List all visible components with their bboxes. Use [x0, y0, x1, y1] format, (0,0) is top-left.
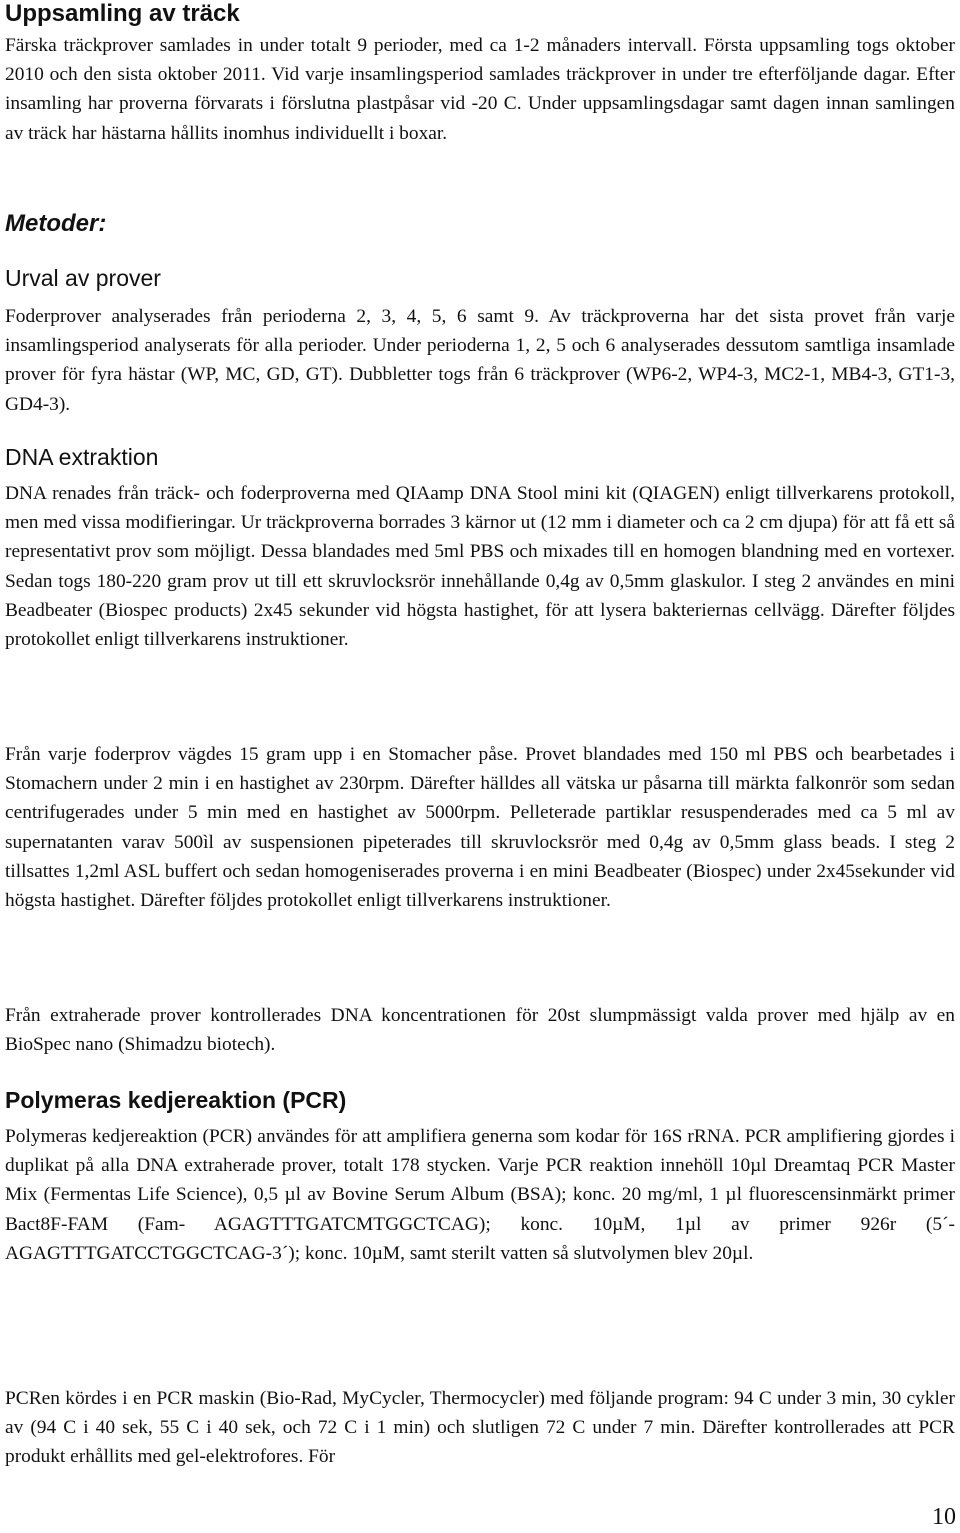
paragraph-dna-1: DNA renades från träck- och foderproverna med QIAamp DNA Stool mini kit (QIAGEN) enligt tillverkarens protokoll, men med vissa modifieringar. Ur träckproverna borrades 3 kärnor ut (12 mm i diameter och ca 2 cm djupa) för att få ett så representativt prov som möjligt. Dessa blandades med 5ml PBS och mixades till en homogen blandning med en vortexer. Sedan togs 180-220 gram prov ut till ett skruvlocksrör innehållande 0,4g av 0,5mm glaskulor. I steg 2 användes en mini Beadbeater (Biospec products) 2x45 sekunder vid högsta hastighet, för att lysera bakteriernas cellvägg. Därefter följdes protokollet enligt tillverkarens instruktioner.: [5, 483, 955, 651]
heading-urval: Urval av prover: [5, 265, 161, 291]
paragraph-dna-3: Från extraherade prover kontrollerades DNA koncentrationen för 20st slumpmässigt valda prover med hjälp av en BioSpec nano (Shimadzu biotech).: [5, 1005, 955, 1056]
heading-pcr: Polymeras kedjereaktion (PCR): [5, 1087, 347, 1113]
paragraph-dna-2: Från varje foderprov vägdes 15 gram upp i en Stomacher påse. Provet blandades med 150 ml PBS och bearbetades i Stomachern under 2 min i en hastighet av 230rpm. Därefter hälldes all vätska ur påsarna till märkta falkonrör som sedan centrifugerades under 5 min med en hastighet av 5000rpm. Pelleterade partiklar resuspenderades med ca 5 ml av supernatanten varav 500ìl av suspensionen pipeterades till skruvlocksrör med 0,4g av 0,5mm glass beads. I steg 2 tillsattes 1,2ml ASL buffert och sedan homogeniserades proverna i en mini Beadbeater (Biospec) under 2x45sekunder vid högsta hastighet. Därefter följdes protokollet enligt tillverkarens instruktioner.: [5, 744, 955, 912]
paragraph-pcr-2: PCRen kördes i en PCR maskin (Bio-Rad, MyCycler, Thermocycler) med följande program: 94 C under 3 min, 30 cykler av (94 C i 40 sek, 55 C i 40 sek, och 72 C i 1 min) och slutligen 72 C under 7 min. Därefter kontrollerades att PCR produkt erhållits med gel-elektrofores. För: [5, 1388, 955, 1468]
heading-dna-extraktion: DNA extraktion: [5, 444, 159, 470]
paragraph-uppsamling: Färska träckprover samlades in under totalt 9 perioder, med ca 1-2 månaders intervall. Första uppsamling togs oktober 2010 och den sista oktober 2011. Vid varje insamlingsperiod samlades träckprover in under tre efterföljande dagar. Efter insamling har proverna förvarats i förslutna plastpåsar vid -20 C. Under uppsamlingsdagar samt dagen innan samlingen av träck har hästarna hållits inomhus individuellt i boxar.: [5, 35, 955, 144]
page-number: 10: [932, 1504, 956, 1530]
paragraph-urval: Foderprover analyserades från perioderna 2, 3, 4, 5, 6 samt 9. Av träckproverna har det sista provet från varje insamlingsperiod analyserats för alla perioder. Under perioderna 1, 2, 5 och 6 analyserades dessutom samtliga insamlade prover för fyra hästar (WP, MC, GD, GT). Dubbletter togs från 6 träckprover (WP6-2, WP4-3, MC2-1, MB4-3, GT1-3, GD4-3).: [5, 306, 955, 415]
paragraph-pcr-1: Polymeras kedjereaktion (PCR) användes för att amplifiera generna som kodar för 16S rRNA. PCR amplifiering gjordes i duplikat på alla DNA extraherade prover, totalt 178 stycken. Varje PCR reaktion innehöll 10µl Dreamtaq PCR Master Mix (Fermentas Life Science), 0,5 µl av Bovine Serum Album (BSA); konc. 20 mg/ml, 1 µl fluorescensinmärkt primer Bact8F-FAM (Fam- AGAGTTTGATCMTGGCTCAG); konc. 10µM, 1µl av primer 926r (5´-AGAGTTTGATCCTGGCTCAG-3´); konc. 10µM, samt sterilt vatten så slutvolymen blev 20µl.: [5, 1126, 955, 1264]
heading-metoder: Metoder:: [5, 210, 107, 237]
heading-uppsamling: Uppsamling av träck: [5, 0, 240, 27]
